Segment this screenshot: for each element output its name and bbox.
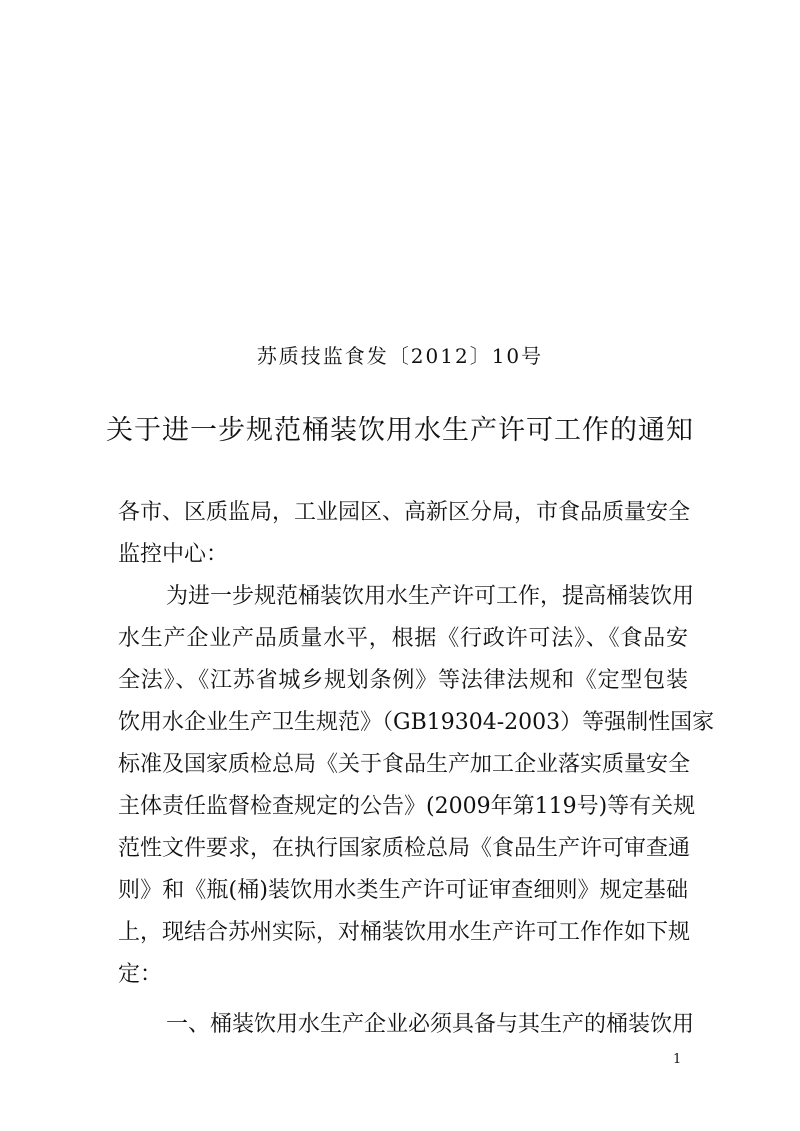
- paragraph-line: 上，现结合苏州实际，对桶装饮用水生产许可工作作如下规: [118, 920, 691, 945]
- paragraph-line: 为进一步规范桶装饮用水生产许可工作，提高桶装饮用: [166, 584, 695, 609]
- paragraph-line: 主体责任监督检查规定的公告》(2009年第119号)等有关规: [118, 794, 696, 819]
- paragraph-line: 范性文件要求，在执行国家质检总局《食品生产许可审查通: [118, 836, 691, 861]
- paragraph-line: 一、桶装饮用水生产企业必须具备与其生产的桶装饮用: [166, 1012, 695, 1037]
- paragraph-line: 水生产企业产品质量水平，根据《行政许可法》、《食品安: [118, 626, 688, 651]
- document-number: 苏质技监食发〔2012〕10号: [256, 344, 544, 368]
- paragraph-line: 标准及国家质检总局《关于食品生产加工企业落实质量安全: [118, 752, 691, 777]
- paragraph-line: 则》和《瓶(桶)装饮用水类生产许可证审查细则》规定基础: [118, 878, 688, 903]
- paragraph-line: 饮用水企业生产卫生规范》（GB19304-2003）等强制性国家: [118, 710, 715, 735]
- paragraph-line: 全法》、《江苏省城乡规划条例》等法律法规和《定型包装: [118, 668, 688, 693]
- page-number: 1: [673, 1052, 682, 1067]
- addressee-line: 各市、区质监局，工业园区、高新区分局，市食品质量安全: [118, 500, 691, 525]
- document-body: [118, 492, 715, 1046]
- document-title: 关于进一步规范桶装饮用水生产许可工作的通知: [106, 415, 694, 446]
- addressee-line: 监控中心：: [118, 542, 229, 567]
- paragraph-line: 定：: [118, 962, 163, 987]
